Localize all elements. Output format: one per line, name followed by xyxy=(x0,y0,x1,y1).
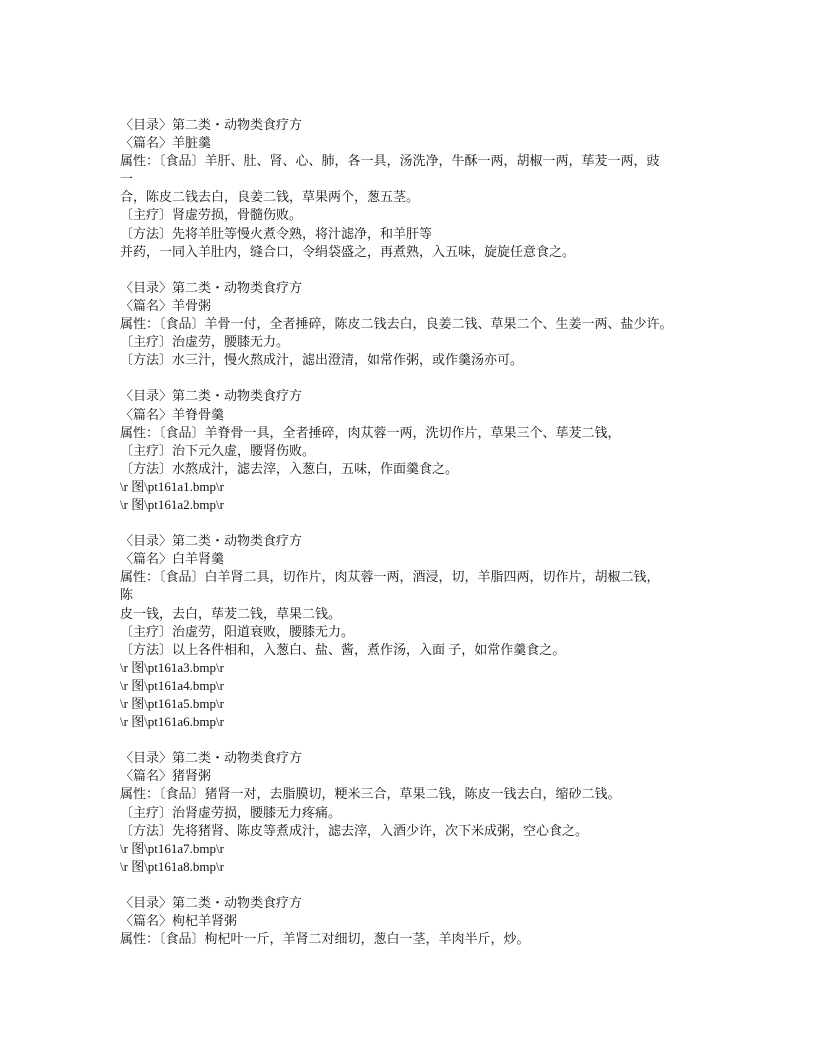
text-line: 〈篇名〉羊骨粥 xyxy=(120,297,212,313)
text-line: 〔主疗〕治肾虚劳损，腰膝无力疼痛。 xyxy=(120,804,342,820)
text-line: 〔方法〕以上各件相和，入葱白、盐、酱，煮作汤，入面 子，如常作羹食之。 xyxy=(120,641,566,657)
text-line: \r 图\pt161a4.bmp\r xyxy=(120,677,224,693)
text-line: 合，陈皮二钱去白，良姜二钱，草果两个，葱五茎。 xyxy=(120,189,420,205)
text-line: \r 图\pt161a8.bmp\r xyxy=(120,858,224,874)
blank-line xyxy=(120,876,720,894)
text-line: 〈篇名〉猪肾粥 xyxy=(120,768,212,784)
text-line: 〈目录〉第二类・动物类食疗方 xyxy=(120,895,303,911)
text-line: 一 xyxy=(120,171,134,187)
text-line: 〔方法〕水三汁，慢火熬成汁，滤出澄清，如常作粥，或作羹汤亦可。 xyxy=(120,352,524,368)
text-line: 〈篇名〉羊脊骨羹 xyxy=(120,406,225,422)
text-line: 〔主疗〕治虚劳，阳道衰败，腰膝无力。 xyxy=(120,623,355,639)
text-line: \r 图\pt161a7.bmp\r xyxy=(120,840,224,856)
text-line: \r 图\pt161a5.bmp\r xyxy=(120,696,224,711)
text-line: 〔主疗〕治下元久虚，腰肾伤败。 xyxy=(120,442,316,458)
text-line: 并药，一同入羊肚内，缝合口，令绢袋盛之，再煮熟，入五味，旋旋任意食之。 xyxy=(120,243,576,259)
text-line: 〈目录〉第二类・动物类食疗方 xyxy=(120,279,303,295)
text-line: 属性：〔食品〕羊骨一付，全者捶碎，陈皮二钱去白，良姜二钱、草果二个、生姜一两、盐少许。 xyxy=(120,316,673,332)
text-line: 属性：〔食品〕猪肾一对，去脂膜切，粳米三合，草果二钱，陈皮一钱去白，缩砂二钱。 xyxy=(120,786,621,802)
text-line: 陈 xyxy=(120,587,134,603)
text-line: 〈目录〉第二类・动物类食疗方 xyxy=(120,388,303,404)
text-line: 〈目录〉第二类・动物类食疗方 xyxy=(120,533,303,549)
text-line: \r 图\pt161a3.bmp\r xyxy=(120,659,224,675)
text-line: 〔方法〕先将羊肚等慢火煮令熟，将汁滤净，和羊肝等 xyxy=(120,225,433,241)
text-line: 〈篇名〉羊脏羹 xyxy=(120,135,212,151)
text-line: \r 图\pt161a2.bmp\r xyxy=(120,496,224,512)
text-line: 〈篇名〉白羊肾羹 xyxy=(120,551,225,567)
text-line: 属性：〔食品〕羊肝、肚、肾、心、肺，各一具，汤洗净，牛酥一两，胡椒一两，荜茇一两，豉 xyxy=(120,153,660,169)
blank-line xyxy=(120,261,720,279)
text-line: 〔主疗〕肾虚劳损，骨髓伤败。 xyxy=(120,207,303,223)
text-line: 〔主疗〕治虚劳，腰膝无力。 xyxy=(120,334,290,350)
text-line: 〔方法〕先将猪肾、陈皮等煮成汁，滤去滓，入酒少许，次下米成粥，空心食之。 xyxy=(120,822,589,838)
blank-line xyxy=(120,369,720,387)
text-line: 属性：〔食品〕羊脊骨一具，全者捶碎，肉苁蓉一两，洗切作片，草果三个、荜茇二钱， xyxy=(120,424,621,440)
text-line: 〈目录〉第二类・动物类食疗方 xyxy=(120,750,303,766)
blank-line xyxy=(120,514,720,532)
document-page xyxy=(120,116,720,948)
text-line: 〈目录〉第二类・动物类食疗方 xyxy=(120,117,303,132)
text-line: 属性：〔食品〕枸杞叶一斤，羊肾二对细切，葱白一茎，羊肉半斤，炒。 xyxy=(120,931,530,947)
text-line: \r 图\pt161a1.bmp\r xyxy=(120,478,224,494)
text-line: 皮一钱，去白，荜茇二钱，草果二钱。 xyxy=(120,605,342,621)
blank-line xyxy=(120,731,720,749)
text-line: 属性：〔食品〕白羊肾二具，切作片，肉苁蓉一两，酒浸，切，羊脂四两，切作片，胡椒二钱， xyxy=(120,569,660,585)
text-line: 〈篇名〉枸杞羊肾粥 xyxy=(120,913,238,929)
text-line: 〔方法〕水熬成汁，滤去滓，入葱白，五味，作面羹食之。 xyxy=(120,460,459,476)
text-line: \r 图\pt161a6.bmp\r xyxy=(120,714,224,730)
